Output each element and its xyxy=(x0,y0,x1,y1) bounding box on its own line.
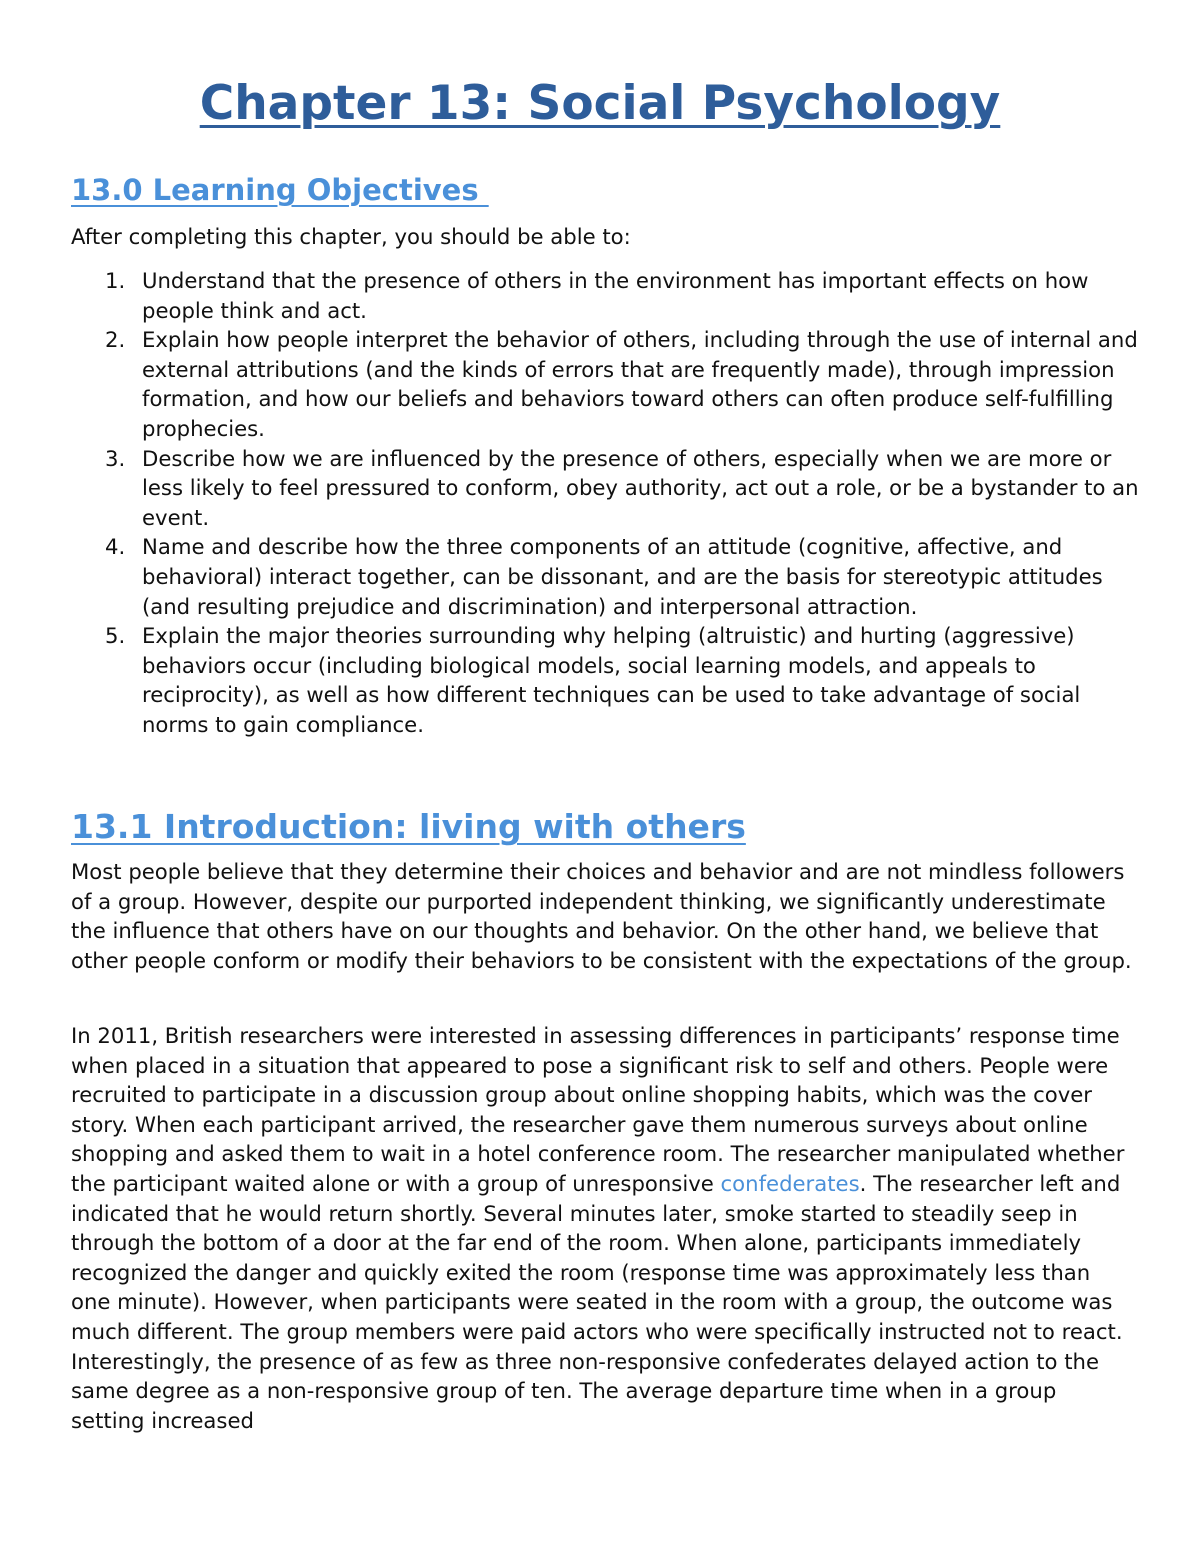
objective-text: Explain the major theories surrounding why helping (altruistic) and hurting (aggressive) behaviors occur (including biological models, social learning models, and appeals to reciprocity), as well as how different techniques can be used to take advantage of social norms to gain compliance. xyxy=(142,623,1081,737)
objective-item xyxy=(105,621,1142,739)
paragraph-text: . The researcher left and indicated that he would return shortly. Several minutes later, smoke started to steadily seep in through the bottom of a door at the far end of the room. When alone, participants immediately recognized the danger and quickly exited the room (response time was approximately less than one minute). However, when participants were seated in the room with a group, the outcome was much different. The group members were paid actors who were specifically instructed not to react. Interestingly, the presence of as few as three non-responsive confederates delayed action to the same degree as a non-responsive group of ten. The average departure time when in a group setting increased xyxy=(71,1170,1123,1433)
confederates-link[interactable]: confederates xyxy=(720,1170,860,1196)
introduction-heading: 13.1 Introduction: living with others xyxy=(71,807,746,846)
objective-number: 5. xyxy=(105,623,126,649)
objective-item xyxy=(105,266,1142,325)
objective-item xyxy=(105,444,1142,533)
chapter-title: Chapter 13: Social Psychology xyxy=(199,76,1001,131)
objective-text: Understand that the presence of others in the environment has important effects on how people think and act. xyxy=(142,268,1089,323)
objective-number: 3. xyxy=(105,445,126,471)
objective-number: 2. xyxy=(105,327,126,353)
learning-objectives-heading: 13.0 Learning Objectives xyxy=(71,173,489,207)
objectives-list xyxy=(105,266,1142,740)
objective-number: 4. xyxy=(105,534,126,560)
objective-number: 1. xyxy=(105,268,126,293)
objective-item xyxy=(105,532,1142,621)
objectives-intro: After completing this chapter, you should be able to: xyxy=(71,224,631,249)
introduction-paragraph-1: Most people believe that they determine their choices and behavior and are not mindless followers of a group. However, despite our purported independent thinking, we significantly underestimate the influence that others have on our thoughts and behavior. On the other hand, we believe that other people conform or modify their behaviors to be consistent with the expectations of the group. xyxy=(71,859,1132,973)
objective-text: Describe how we are influenced by the presence of others, especially when we are more or less likely to feel pressured to conform, obey authority, act out a role, or be a bystander to an event. xyxy=(142,445,1139,530)
paragraph-text: In 2011, British researchers were interested in assessing differences in participants’ response time when placed in a situation that appeared to pose a significant risk to self and others. People were recruited to participate in a discussion group about online shopping habits, which was the cover story. When each participant arrived, the researcher gave them numerous surveys about online shopping and asked them to wait in a hotel conference room. The researcher manipulated whether the participant waited alone or with a group of unresponsive xyxy=(71,1023,1125,1196)
objective-text: Explain how people interpret the behavior of others, including through the use of internal and external attributions (and the kinds of errors that are frequently made), through impression formation, and how our beliefs and behaviors toward others can often produce self-fulfilling prophecies. xyxy=(142,327,1138,441)
objective-item xyxy=(105,325,1142,443)
introduction-paragraph-2 xyxy=(71,1021,1136,1435)
objective-text: Name and describe how the three components of an attitude (cognitive, affective, and behavioral) interact together, can be dissonant, and are the basis for stereotypic attitudes (and resulting prejudice and discrimination) and interpersonal attraction. xyxy=(142,534,1103,619)
